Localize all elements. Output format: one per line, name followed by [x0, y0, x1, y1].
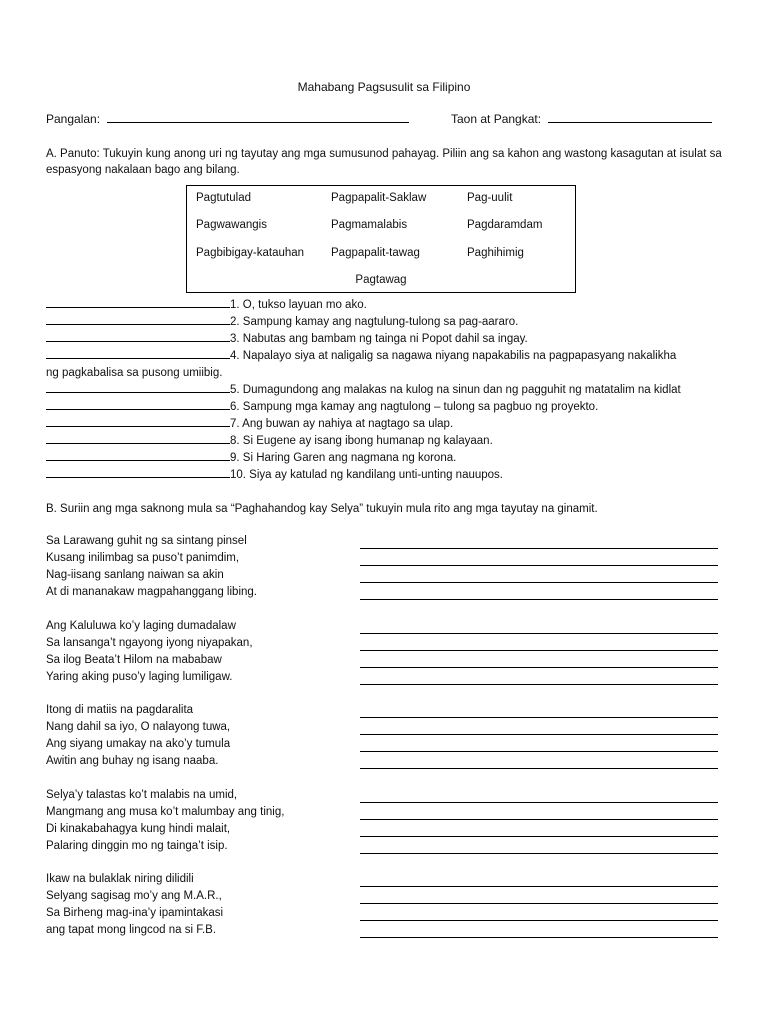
choice: Pagmamalabis — [331, 219, 408, 231]
answer-line[interactable] — [360, 819, 718, 820]
choice: Pagpapalit-tawag — [331, 247, 420, 259]
item-text: 4. Napalayo siya at naligalig sa nagawa niyang napakabilis na pagpapasyang nakalikha — [230, 350, 677, 362]
answer-line[interactable] — [360, 717, 718, 718]
choice: Paghihimig — [467, 247, 524, 259]
item-text: 3. Nabutas ang bambam ng tainga ni Popot dahil sa ingay. — [230, 333, 528, 345]
answer-blank[interactable] — [46, 416, 230, 427]
answer-line[interactable] — [360, 802, 718, 803]
name-field[interactable] — [46, 112, 409, 126]
answer-line[interactable] — [360, 684, 718, 685]
choice: Pag-uulit — [467, 192, 513, 204]
item-text: 7. Ang buwan ay nahiya at nagtago sa ulap. — [230, 418, 454, 430]
answer-blank[interactable] — [46, 297, 230, 308]
choice: Pagpapalit-Saklaw — [331, 192, 427, 204]
answer-line[interactable] — [360, 667, 718, 668]
answer-line[interactable] — [360, 903, 718, 904]
part-b-instruction: B. Suriin ang mga saknong mula sa “Paghahandog kay Selya” tukuyin mula rito ang mga tayutay na ginamit. — [46, 503, 598, 515]
section-field[interactable] — [451, 112, 712, 126]
list-item — [46, 331, 528, 348]
item-text: 1. O, tukso layuan mo ako. — [230, 299, 367, 311]
list-item — [46, 433, 493, 450]
poem-line: Ang Kaluluwa ko’y laging dumadalaw — [46, 620, 236, 632]
answer-line[interactable] — [360, 886, 718, 887]
poem-line: Sa ilog Beata’t Hilom na mababaw — [46, 654, 222, 666]
list-item — [46, 399, 598, 416]
poem-line: Sa Birheng mag-ina’y ipamintakasi — [46, 907, 224, 919]
list-item — [46, 467, 503, 484]
answer-line[interactable] — [360, 650, 718, 651]
choice: Pagwawangis — [196, 219, 267, 231]
poem-line: Yaring aking puso’y laging lumiligaw. — [46, 671, 233, 683]
poem-line: Mangmang ang musa ko’t malumbay ang tinig, — [46, 806, 285, 818]
poem-line: Ikaw na bulaklak niring dilidili — [46, 873, 194, 885]
answer-blank[interactable] — [46, 348, 230, 359]
poem-line: At di mananakaw magpahanggang libing. — [46, 586, 257, 598]
answer-line[interactable] — [360, 853, 718, 854]
answer-line[interactable] — [360, 768, 718, 769]
poem-line: Selyang sagisag mo’y ang M.A.R., — [46, 890, 222, 902]
list-item — [46, 297, 367, 314]
item-text: 5. Dumagundong ang malakas na kulog na sinun dan ng pagguhit ng matatalim na kidlat — [230, 384, 681, 396]
poem-line: Nang dahil sa iyo, O nalayong tuwa, — [46, 721, 231, 733]
item-text: 8. Si Eugene ay isang ibong humanap ng kalayaan. — [230, 435, 493, 447]
poem-line: Selya’y talastas ko’t malabis na umid, — [46, 789, 238, 801]
poem-line: ang tapat mong lingcod na si F.B. — [46, 924, 217, 936]
poem-line: Palaring dinggin mo ng tainga’t isip. — [46, 840, 228, 852]
choice: Pagtutulad — [196, 192, 251, 204]
list-item — [46, 348, 676, 365]
name-label: Pangalan: — [46, 112, 101, 126]
poem-line: Sa lansanga’t ngayong iyong niyapakan, — [46, 637, 253, 649]
section-label: Taon at Pangkat: — [451, 112, 542, 126]
list-item — [46, 314, 518, 331]
poem-line: Itong di matiis na pagdaralita — [46, 704, 194, 716]
answer-blank[interactable] — [46, 467, 230, 478]
answer-line[interactable] — [360, 836, 718, 837]
section-blank[interactable] — [548, 112, 712, 123]
answer-blank[interactable] — [46, 399, 230, 410]
answer-blank[interactable] — [46, 331, 230, 342]
answer-line[interactable] — [360, 734, 718, 735]
answer-blank[interactable] — [46, 382, 230, 393]
answer-blank[interactable] — [46, 433, 230, 444]
part-a-instruction: A. Panuto: Tukuyin kung anong uri ng tayutay ang mga sumusunod pahayag. Piliin ang sa kahon ang wastong kasagutan at isulat sa espasyong nakalaan bago ang bilang. — [46, 148, 722, 176]
poem-line: Nag-iisang sanlang naiwan sa akin — [46, 569, 224, 581]
answer-line[interactable] — [360, 599, 718, 600]
poem-line: Kusang inilimbag sa puso’t panimdim, — [46, 552, 240, 564]
choice: Pagbibigay-katauhan — [196, 247, 305, 259]
list-item — [46, 382, 681, 399]
answer-line[interactable] — [360, 937, 718, 938]
list-item-continuation: ng pagkabalisa sa pusong umiibig. — [46, 367, 223, 379]
answer-blank[interactable] — [46, 314, 230, 325]
item-text: 9. Si Haring Garen ang nagmana ng korona. — [230, 452, 457, 464]
poem-line: Di kinakabahagya kung hindi malait, — [46, 823, 231, 835]
answer-blank[interactable] — [46, 450, 230, 461]
answer-line[interactable] — [360, 565, 718, 566]
poem-line: Sa Larawang guhit ng sa sintang pinsel — [46, 535, 247, 547]
choice: Pagdaramdam — [467, 219, 543, 231]
list-item — [46, 416, 453, 433]
answer-line[interactable] — [360, 751, 718, 752]
choice: Pagtawag — [355, 274, 407, 286]
item-text: 6. Sampung mga kamay ang nagtulong – tulong sa pagbuo ng proyekto. — [230, 401, 599, 413]
choices-box — [186, 185, 576, 293]
answer-line[interactable] — [360, 920, 718, 921]
list-item — [46, 450, 456, 467]
poem-line: Ang siyang umakay na ako’y tumula — [46, 738, 231, 750]
name-blank[interactable] — [107, 112, 409, 123]
page-title: Mahabang Pagsusulit sa Filipino — [297, 80, 471, 94]
item-text: 10. Siya ay katulad ng kandilang unti-unting nauupos. — [230, 469, 504, 481]
answer-line[interactable] — [360, 633, 718, 634]
answer-line[interactable] — [360, 582, 718, 583]
item-text: 2. Sampung kamay ang nagtulung-tulong sa pag-aararo. — [230, 316, 519, 328]
poem-line: Awitin ang buhay ng isang naaba. — [46, 755, 219, 767]
answer-line[interactable] — [360, 548, 718, 549]
